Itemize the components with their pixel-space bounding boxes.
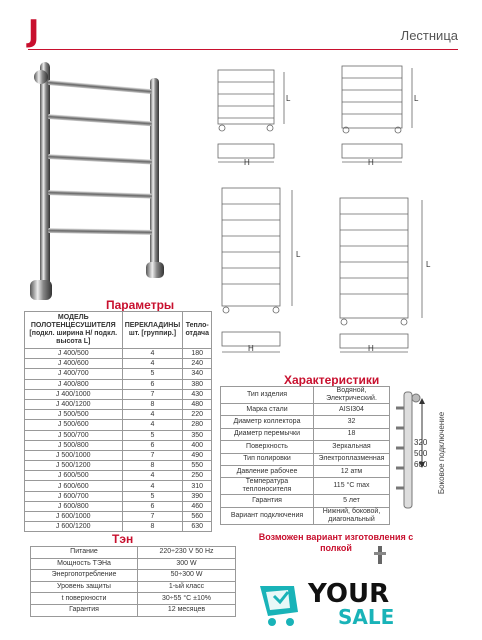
- table-cell: 4: [122, 349, 183, 359]
- table-cell: 180: [183, 349, 212, 359]
- table-cell: 32: [314, 416, 390, 428]
- table-row: [25, 359, 212, 369]
- table-cell: 5: [122, 369, 183, 379]
- specs-title: Характеристики: [284, 373, 380, 387]
- table-cell: Электроплазменная: [314, 453, 390, 465]
- table-cell: Мощность ТЭНа: [31, 558, 138, 570]
- table-cell: Диаметр коллектора: [221, 416, 314, 428]
- table-cell: Температура теплоносителя: [221, 478, 314, 495]
- table-cell: 400: [183, 440, 212, 450]
- table-cell: 7: [122, 389, 183, 399]
- side-dim: 600: [414, 460, 428, 469]
- table-cell: J 500/500: [25, 410, 123, 420]
- table-cell: Зеркальная: [314, 441, 390, 453]
- table-cell: J 400/1200: [25, 399, 123, 409]
- dim-l-label: L: [286, 94, 291, 103]
- table-cell: 115 °C max: [314, 478, 390, 495]
- drawing-small-1: [218, 70, 284, 162]
- table-cell: 250: [183, 471, 212, 481]
- table-cell: Уровень защиты: [31, 581, 138, 593]
- table-cell: J 600/600: [25, 481, 123, 491]
- table-cell: 300 W: [138, 558, 236, 570]
- table-cell: J 400/1000: [25, 389, 123, 399]
- table-row: [25, 369, 212, 379]
- table-cell: 7: [122, 450, 183, 460]
- table-row: [221, 416, 390, 428]
- col-crossbars: ПЕРЕКЛАДИНЫ шт. [группир.]: [122, 312, 183, 349]
- dim-h-label: H: [244, 158, 250, 167]
- table-cell: 50÷300 W: [138, 570, 236, 582]
- table-cell: J 400/800: [25, 379, 123, 389]
- table-cell: 4: [122, 471, 183, 481]
- table-row: [31, 570, 236, 582]
- table-cell: 1-ый класс: [138, 581, 236, 593]
- table-cell: 8: [122, 522, 183, 532]
- table-cell: J 500/700: [25, 430, 123, 440]
- table-cell: 220÷230 V 50 Hz: [138, 547, 236, 559]
- table-row: [25, 349, 212, 359]
- table-row: [25, 430, 212, 440]
- table-cell: 310: [183, 481, 212, 491]
- table-cell: 390: [183, 491, 212, 501]
- table-row: [31, 593, 236, 605]
- table-row: [25, 440, 212, 450]
- table-row: [25, 471, 212, 481]
- table-cell: 340: [183, 369, 212, 379]
- table-cell: J 400/600: [25, 359, 123, 369]
- col-heat: Тепло-отдача: [183, 312, 212, 349]
- table-row: [221, 453, 390, 465]
- logo-word-sale: SALE: [338, 605, 395, 629]
- table-cell: J 600/700: [25, 491, 123, 501]
- table-row: [221, 428, 390, 440]
- table-row: [25, 420, 212, 430]
- shelf-promo: Возможен вариант изготовления с полкой: [258, 532, 414, 553]
- dim-h-label: H: [248, 344, 254, 353]
- table-cell: J 500/800: [25, 440, 123, 450]
- drawing-small-2: [342, 66, 412, 162]
- table-row: [221, 465, 390, 477]
- dim-l-label: L: [426, 260, 431, 269]
- table-cell: 220: [183, 410, 212, 420]
- table-row: [25, 481, 212, 491]
- table-cell: J 400/500: [25, 349, 123, 359]
- table-cell: 4: [122, 420, 183, 430]
- table-cell: 560: [183, 512, 212, 522]
- table-cell: Гарантия: [31, 604, 138, 616]
- table-cell: J 600/1000: [25, 512, 123, 522]
- table-cell: 30÷55 °C ±10%: [138, 593, 236, 605]
- table-cell: Тип изделия: [221, 387, 314, 404]
- table-cell: 550: [183, 461, 212, 471]
- table-cell: 240: [183, 359, 212, 369]
- table-cell: 7: [122, 512, 183, 522]
- table-row: [25, 512, 212, 522]
- side-dim: 320: [414, 438, 428, 447]
- table-cell: 430: [183, 389, 212, 399]
- params-title: Параметры: [106, 298, 175, 312]
- logo-word-your: YOUR: [308, 579, 390, 609]
- technical-drawings: [212, 58, 442, 358]
- table-cell: 380: [183, 379, 212, 389]
- table-row: [25, 450, 212, 460]
- table-row: [25, 461, 212, 471]
- dim-l-label: L: [296, 250, 301, 259]
- table-cell: Давление рабочее: [221, 465, 314, 477]
- model-name: Лестница: [400, 28, 458, 43]
- table-cell: 12 атм: [314, 465, 390, 477]
- table-cell: J 600/500: [25, 471, 123, 481]
- table-cell: 4: [122, 481, 183, 491]
- table-cell: 5: [122, 491, 183, 501]
- series-letter: J: [28, 14, 40, 49]
- table-cell: Поверхность: [221, 441, 314, 453]
- table-row: [25, 522, 212, 532]
- table-cell: Диаметр перемычки: [221, 428, 314, 440]
- table-cell: 460: [183, 501, 212, 511]
- side-dim: 500: [414, 449, 428, 458]
- table-cell: 4: [122, 359, 183, 369]
- table-cell: 18: [314, 428, 390, 440]
- table-cell: 6: [122, 501, 183, 511]
- table-row: [25, 389, 212, 399]
- table-row: [221, 507, 390, 524]
- table-cell: Марка стали: [221, 404, 314, 416]
- table-cell: Нижний, боковой, диагональный: [314, 507, 390, 524]
- table-cell: 8: [122, 461, 183, 471]
- dim-l-label: L: [414, 94, 419, 103]
- table-cell: 6: [122, 440, 183, 450]
- table-row: [221, 478, 390, 495]
- table-cell: Тип полировки: [221, 453, 314, 465]
- table-cell: Вариант подключения: [221, 507, 314, 524]
- table-cell: 350: [183, 430, 212, 440]
- dim-h-label: H: [368, 158, 374, 167]
- table-cell: J 500/1000: [25, 450, 123, 460]
- table-row: [25, 410, 212, 420]
- table-row: [221, 404, 390, 416]
- dim-h-label: H: [368, 344, 374, 353]
- table-cell: J 600/1200: [25, 522, 123, 532]
- drawing-large-2: [340, 198, 422, 352]
- ten-table: [30, 546, 236, 617]
- table-cell: Водяной, Электрический.: [314, 387, 390, 404]
- towel-rail-image: [26, 56, 176, 306]
- table-cell: 480: [183, 399, 212, 409]
- table-cell: 12 месяцев: [138, 604, 236, 616]
- table-cell: J 400/700: [25, 369, 123, 379]
- table-cell: 490: [183, 450, 212, 460]
- table-cell: Питание: [31, 547, 138, 559]
- table-cell: Энергопотребление: [31, 570, 138, 582]
- table-cell: AISI304: [314, 404, 390, 416]
- table-cell: J 500/600: [25, 420, 123, 430]
- table-cell: J 500/1200: [25, 461, 123, 471]
- your-sale-logo: [254, 572, 434, 632]
- table-cell: 6: [122, 379, 183, 389]
- side-connection-label: Боковое подключение: [437, 411, 446, 495]
- ten-title: Тэн: [112, 532, 134, 546]
- table-cell: 4: [122, 410, 183, 420]
- table-row: [25, 491, 212, 501]
- table-cell: J 600/800: [25, 501, 123, 511]
- drawing-large-1: [222, 188, 292, 352]
- table-cell: Гарантия: [221, 495, 314, 507]
- table-row: [31, 581, 236, 593]
- header-divider: [28, 49, 458, 50]
- specs-table: [220, 386, 390, 525]
- table-row: [31, 604, 236, 616]
- table-row: [221, 495, 390, 507]
- params-table: [24, 311, 212, 532]
- table-cell: 630: [183, 522, 212, 532]
- table-row: [221, 387, 390, 404]
- table-cell: 5: [122, 430, 183, 440]
- table-row: [31, 558, 236, 570]
- table-cell: 8: [122, 399, 183, 409]
- table-row: [31, 547, 236, 559]
- table-row: [25, 379, 212, 389]
- table-cell: t поверхности: [31, 593, 138, 605]
- table-row: [221, 441, 390, 453]
- col-model: МОДЕЛЬ ПОЛОТЕНЦЕСУШИТЕЛЯ [подкл. ширина H/ подкл. высота L]: [25, 312, 123, 349]
- shelf-rail-icon: [372, 544, 388, 566]
- table-cell: 5 лет: [314, 495, 390, 507]
- table-row: [25, 501, 212, 511]
- table-cell: 280: [183, 420, 212, 430]
- table-row: [25, 399, 212, 409]
